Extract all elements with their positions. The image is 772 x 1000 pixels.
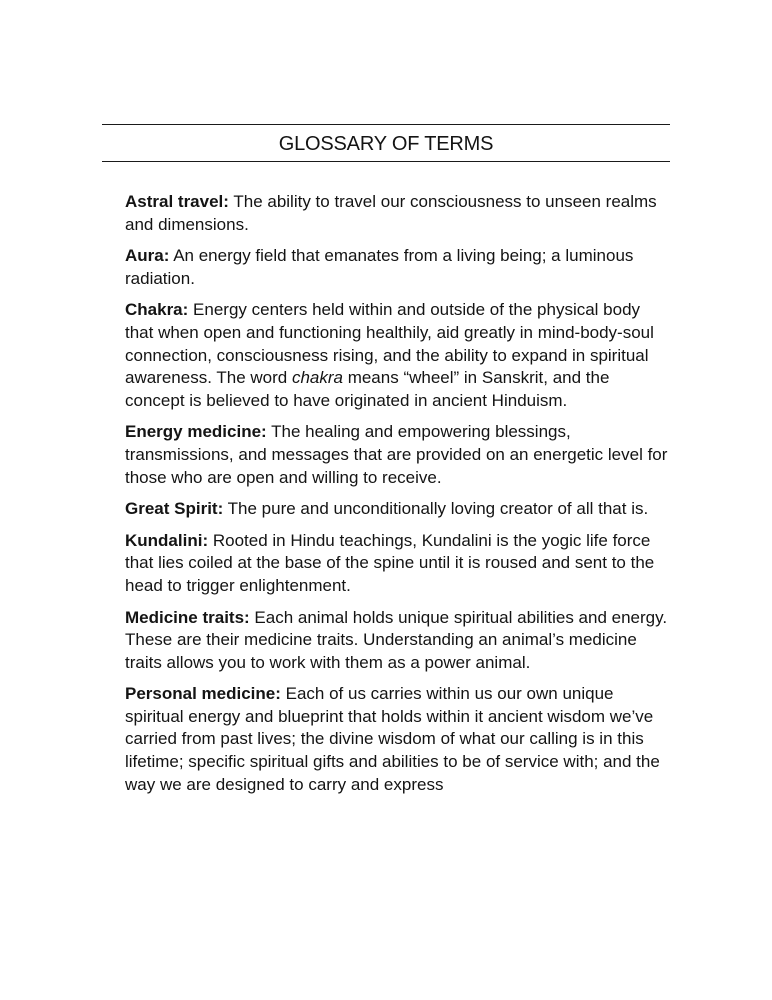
glossary-entry-kundalini [125,530,673,598]
entry-definition: The pure and unconditionally loving creator of all that is. [223,499,649,519]
entry-term: Aura: [125,246,170,266]
glossary-entry-energy-medicine [125,421,673,489]
glossary-header [102,124,670,162]
entry-definition: Each of us carries within us our own unique spiritual energy and blueprint that holds within it ancient wisdom we’ve carried from past lives; the divine wisdom of what our calling is in this lifetime; specific spiritual gifts and abilities to be of service with; and the way we are designed to carry and express [125,684,660,794]
entry-definition: The healing and empowering blessings, transmissions, and messages that are provided on an energetic level for those who are open and willing to receive. [125,422,668,487]
entry-term: Great Spirit: [125,499,224,519]
entry-definition: Energy centers held within and outside of the physical body that when open and functioning healthily, aid greatly in mind-body-soul connection, consciousness rising, and the ability to expand in spiritual awareness. The word [125,300,654,388]
entry-term: Medicine traits: [125,607,250,627]
entry-emphasis: chakra [291,368,343,388]
glossary-entry-great-spirit [125,498,673,521]
entry-term: Chakra: [125,300,189,320]
glossary-entry-medicine-traits [125,607,673,675]
glossary-entry-astral-travel [125,191,673,236]
glossary-entry-personal-medicine [125,683,673,796]
entry-definition-end: means “wheel” in Sanskrit, and the concept is believed to have originated in ancient Hinduism. [125,368,610,410]
entry-definition: An energy field that emanates from a living being; a luminous radiation. [125,246,634,288]
entry-definition: Each animal holds unique spiritual abilities and energy. These are their medicine traits. Understanding an animal’s medicine traits allows you to work with them as a power animal. [125,607,668,672]
entry-term: Energy medicine: [125,422,267,442]
entry-definition: The ability to travel our consciousness to unseen realms and dimensions. [125,192,657,234]
glossary-entry-chakra [125,299,673,412]
entry-term: Personal medicine: [125,684,281,704]
glossary-entry-aura [125,245,673,290]
glossary-list [125,191,673,805]
entry-term: Kundalini: [125,530,209,550]
page-title: GLOSSARY OF TERMS [278,132,494,155]
entry-definition: Rooted in Hindu teachings, Kundalini is the yogic life force that lies coiled at the base of the spine until it is roused and sent to the head to trigger enlightenment. [125,530,655,595]
entry-term: Astral travel: [125,192,229,211]
